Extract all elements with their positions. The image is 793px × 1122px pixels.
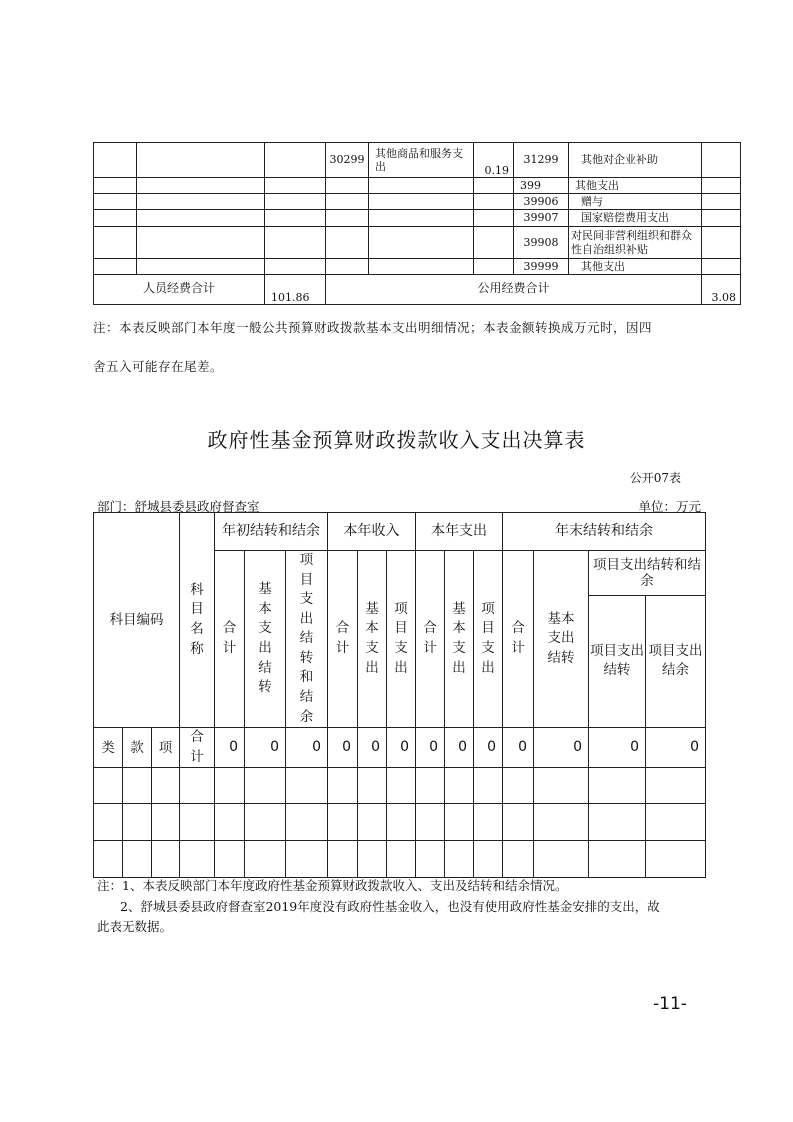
opening-project-carry-header: 项 目 支 出 结 转 和 结 余 [286,551,328,728]
value-cell: 0 [358,728,387,768]
table-row [94,841,706,878]
closing-carryover-header: 年末结转和结余 [503,513,706,551]
closing-project-carry-header: 项目支出 结转 [589,595,646,727]
econ-code-cell: 399 [514,178,569,194]
econ-code-cell: 39907 [514,210,569,227]
value-cell: 0 [328,728,358,768]
public-total-label: 公用经费合计 [326,275,702,305]
amount-cell: 0.19 [474,143,514,178]
value-cell: 0 [215,728,245,768]
econ-name-cell: 其他支出 [569,178,702,194]
econ-name-cell: 赠与 [569,194,702,210]
basic-expenditure-detail-table [93,142,741,305]
total-row-label: 合 计 [180,728,215,768]
value-cell: 0 [286,728,328,768]
econ-name-cell: 其他商品和服务支出 [369,143,474,178]
expenditure-basic-header: 基 本 支 出 [445,551,474,728]
econ-code-cell: 39908 [514,227,569,259]
personnel-total-label: 人员经费合计 [94,275,265,305]
table-row [94,194,741,210]
table-row [94,259,741,275]
income-project-header: 项 目 支 出 [387,551,416,728]
subject-code-header: 科目编码 [94,513,180,728]
econ-code-cell: 39999 [514,259,569,275]
table-row [94,227,741,259]
value-cell: 0 [589,728,646,768]
value-cell: 0 [387,728,416,768]
header-row [94,513,706,551]
table-note-line: 注：本表反映部门本年度一般公共预算财政拨款基本支出明细情况；本表金额转换成万元时，因四 [93,320,653,335]
closing-basic-carry-header: 基本 支出 结转 [534,551,589,728]
opening-total-header: 合 计 [215,551,245,728]
econ-code-cell: 39906 [514,194,569,210]
closing-total-header: 合 计 [503,551,534,728]
opening-carryover-header: 年初结转和结余 [215,513,328,551]
closing-project-balance-header: 项目支出 结余 [646,595,706,727]
expenditure-total-header: 合 计 [416,551,445,728]
government-fund-table [93,512,706,878]
table-note-line: 注：1、本表反映部门本年度政府性基金预算财政拨款收入、支出及结转和结余情况。 [97,878,568,893]
category-header: 类 [94,728,123,768]
subject-name-header: 科 目 名 称 [180,513,215,728]
value-cell: 0 [416,728,445,768]
table-row [94,143,741,178]
department-label: 部门：舒城县委县政府督查室 [97,499,260,514]
table-note-line: 舍五入可能存在尾差。 [93,359,224,374]
item-header: 项 [152,728,180,768]
unit-label: 单位：万元 [638,499,701,514]
value-cell: 0 [445,728,474,768]
value-cell: 0 [503,728,534,768]
econ-name-cell: 国家赔偿费用支出 [569,210,702,227]
total-row [94,728,706,768]
value-cell: 0 [245,728,286,768]
closing-project-header: 项目支出结转和结余 [589,551,706,596]
value-cell: 0 [474,728,503,768]
page-title: 政府性基金预算财政拨款收入支出决算表 [207,428,586,452]
econ-code-cell: 31299 [514,143,569,178]
total-row [94,275,741,305]
public-total-value: 3.08 [702,275,741,305]
expenditure-project-header: 项 目 支 出 [474,551,503,728]
current-income-header: 本年收入 [328,513,416,551]
econ-name-cell: 其他对企业补助 [569,143,702,178]
table-row [94,210,741,227]
table-row [94,178,741,194]
econ-name-cell: 对民间非营利组织和群众性自治组织补贴 [569,227,702,259]
table-row [94,804,706,841]
document-number: 公开07表 [629,471,681,485]
current-expenditure-header: 本年支出 [416,513,503,551]
income-total-header: 合 计 [328,551,358,728]
econ-name-cell: 其他支出 [569,259,702,275]
table-note-line: 2、舒城县委县政府督查室2019年度没有政府性基金收入，也没有使用政府性基金安排的支出，故 [120,899,660,914]
section-header: 款 [123,728,152,768]
page-number: -11- [653,994,687,1014]
table-row [94,768,706,804]
personnel-total-value: 101.86 [265,275,326,305]
income-basic-header: 基 本 支 出 [358,551,387,728]
table-note-line: 此表无数据。 [97,919,173,934]
value-cell: 0 [646,728,706,768]
econ-code-cell: 30299 [326,143,369,178]
value-cell: 0 [534,728,589,768]
opening-basic-carry-header: 基 本 支 出 结 转 [245,551,286,728]
